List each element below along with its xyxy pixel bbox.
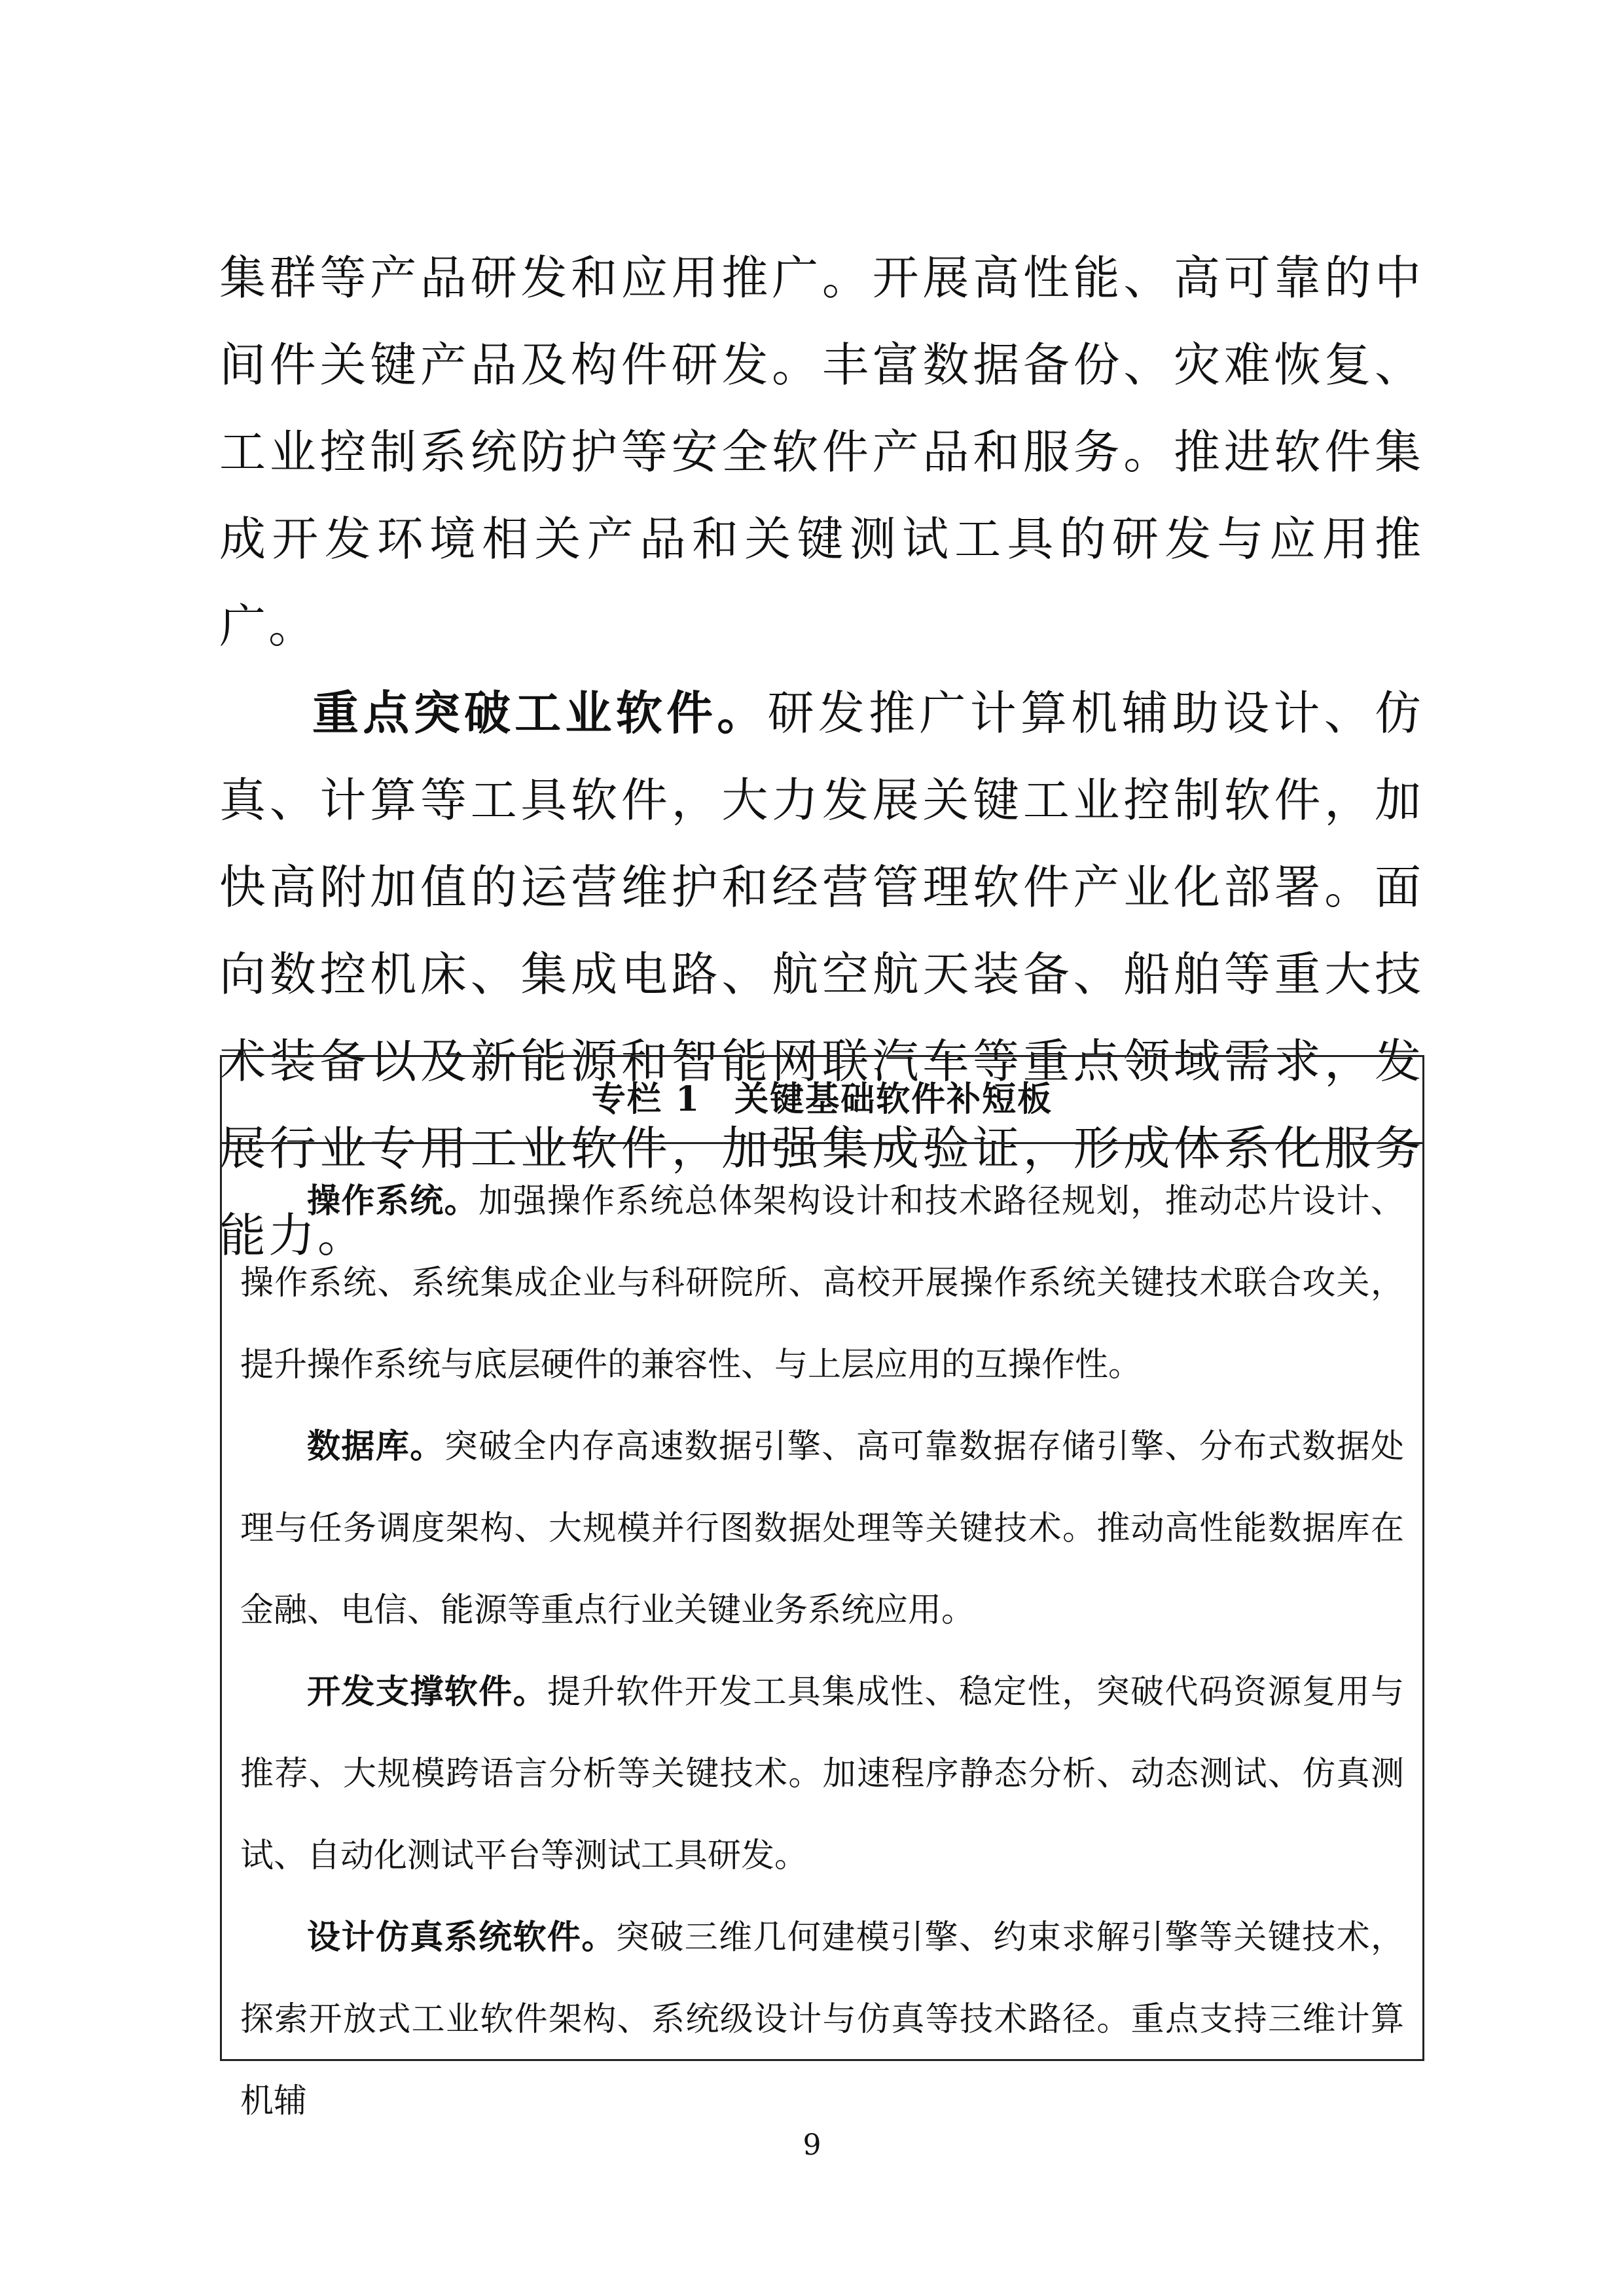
box-item-text: 提升软件开发工具集成性、稳定性，突破代码资源复用与推荐、大规模跨语言分析等关键技术。加速程序静态分析、动态测试、仿真测试、自动化测试平台等测试工具研发。	[240, 1673, 1404, 1875]
box-item-heading: 设计仿真系统软件。	[307, 1918, 616, 1957]
box-body	[222, 1144, 1422, 2142]
box-item	[240, 1160, 1404, 1406]
paragraph-text: 研发推广计算机辅助设计、仿真、计算等工具软件，大力发展关键工业控制软件，加快高附加值的运营维护和经营管理软件产业化部署。面向数控机床、集成电路、航空航天装备、船舶等重大技术装备以及新能源和智能网联汽车等重点领域需求，发展行业专用工业软件，加强集成验证，形成体系化服务能力。	[219, 686, 1424, 1263]
box-item-text: 加强操作系统总体架构设计和技术路径规划，推动芯片设计、操作系统、系统集成企业与科研院所、高校开展操作系统关键技术联合攻关，提升操作系统与底层硬件的兼容性、与上层应用的互操作性。	[240, 1182, 1404, 1384]
box-item	[240, 1651, 1404, 1897]
box-item-heading: 数据库。	[307, 1427, 444, 1466]
box-title	[222, 1057, 1422, 1144]
box-title-text: 关键基础软件补短板	[734, 1079, 1053, 1119]
paragraph-heading: 重点突破工业软件。	[312, 685, 768, 740]
box-item-text: 突破全内存高速数据引擎、高可靠数据存储引擎、分布式数据处理与任务调度架构、大规模并行图数据处理等关键技术。推动高性能数据库在金融、电信、能源等重点行业关键业务系统应用。	[240, 1427, 1404, 1630]
page-number: 9	[803, 2128, 821, 2162]
box-item	[240, 1897, 1404, 2142]
paragraph	[219, 234, 1424, 670]
box-item-heading: 开发支撑软件。	[307, 1672, 547, 1712]
box-item-heading: 操作系统。	[307, 1181, 479, 1221]
sidebar-box	[220, 1055, 1424, 2121]
box-item	[240, 1406, 1404, 1651]
box-item-text: 突破三维几何建模引擎、约束求解引擎等关键技术，探索开放式工业软件架构、系统级设计与仿真等技术路径。重点支持三维计算机辅	[240, 1918, 1404, 2121]
box-title-label: 专栏 1	[591, 1079, 701, 1119]
paragraph-text: 集群等产品研发和应用推广。开展高性能、高可靠的中间件关键产品及构件研发。丰富数据备份、灾难恢复、工业控制系统防护等安全软件产品和服务。推进软件集成开发环境相关产品和关键测试工具的研发与应用推广。	[219, 251, 1424, 653]
